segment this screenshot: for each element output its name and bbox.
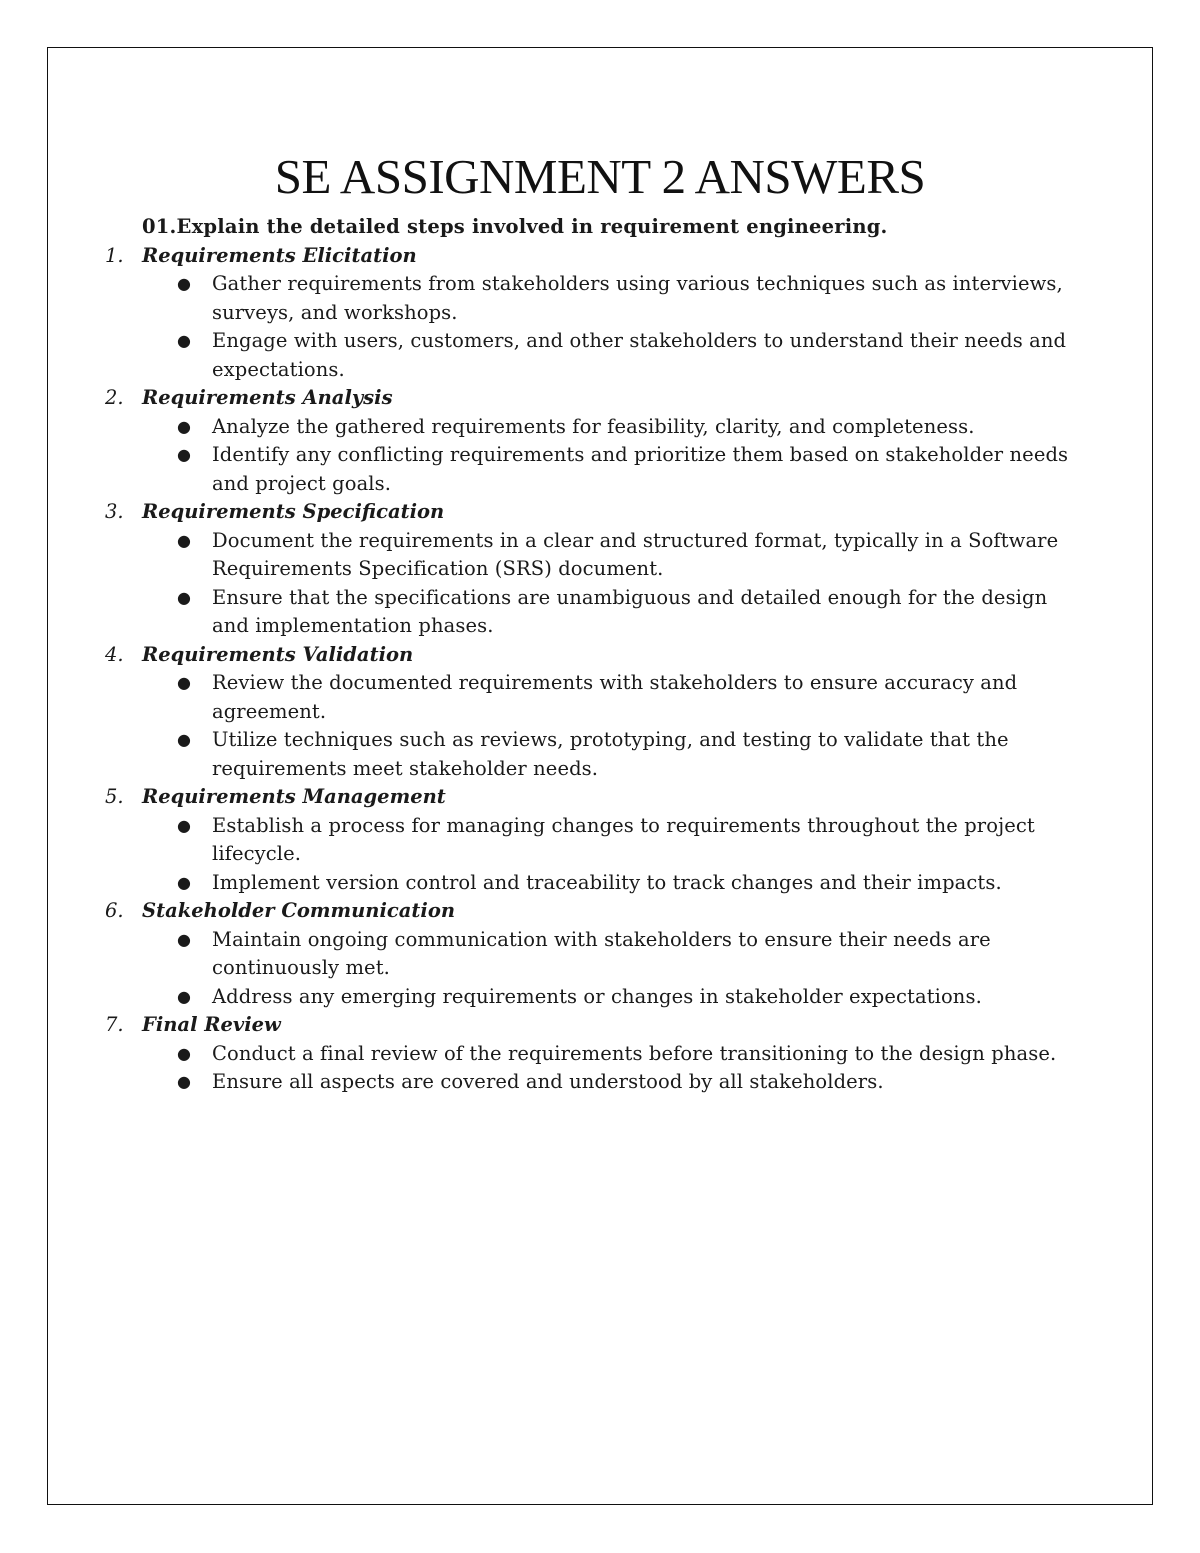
- bullet-list: [105, 270, 1085, 384]
- step-item: [105, 242, 1085, 385]
- step-number: 2.: [105, 386, 124, 409]
- bullet-icon: ●: [177, 587, 192, 607]
- step-item: [105, 384, 1085, 498]
- step-title: Final Review: [142, 1013, 281, 1036]
- step-item: [105, 783, 1085, 897]
- step-heading: [105, 384, 1085, 413]
- step-title: Requirements Analysis: [142, 386, 393, 409]
- step-heading: [105, 897, 1085, 926]
- bullet-item: ● Conduct a final review of the requirements before transitioning to the design phase.: [212, 1040, 1085, 1069]
- step-title: Requirements Specification: [142, 500, 445, 523]
- bullet-item: ● Analyze the gathered requirements for feasibility, clarity, and completeness.: [212, 413, 1085, 442]
- bullet-item: ● Ensure that the specifications are unambiguous and detailed enough for the design and implementation phases.: [177, 585, 1048, 637]
- step-item: [105, 897, 1085, 1011]
- step-heading: [105, 498, 1085, 527]
- step-number: 5.: [105, 785, 124, 808]
- step-number: 3.: [105, 500, 124, 523]
- step-title: Requirements Elicitation: [142, 243, 417, 267]
- step-title: Requirements Management: [142, 785, 446, 808]
- bullet-item: ● Review the documented requirements with stakeholders to ensure accuracy and agreement.: [177, 671, 1018, 723]
- step-number: 6.: [105, 899, 124, 922]
- bullet-icon: ●: [177, 815, 192, 835]
- bullet-icon: ●: [177, 445, 192, 464]
- step-item: [105, 1011, 1085, 1097]
- bullet-item: ● Implement version control and traceability to track changes and their impacts.: [212, 869, 1085, 898]
- bullet-item: ● Gather requirements from stakeholders using various techniques such as interviews, surveys, and workshops.: [177, 272, 1063, 324]
- step-heading: [105, 242, 1085, 271]
- step-number: 1.: [105, 243, 124, 267]
- bullet-item: ● Maintain ongoing communication with stakeholders to ensure their needs are continuously met.: [177, 927, 991, 979]
- bullet-item: ● Utilize techniques such as reviews, prototyping, and testing to validate that the requirements meet stakeholder needs.: [177, 728, 1009, 780]
- bullet-icon: ●: [177, 416, 192, 436]
- step-title: Stakeholder Communication: [142, 899, 455, 922]
- bullet-item: ● Identify any conflicting requirements and prioritize them based on stakeholder needs and project goals.: [177, 443, 1069, 495]
- step-item: [105, 498, 1085, 641]
- question-heading: 01.Explain the detailed steps involved in requirement engineering.: [142, 215, 888, 238]
- document-body: [105, 213, 1085, 1097]
- bullet-list: [105, 1040, 1085, 1097]
- bullet-icon: ●: [177, 530, 192, 550]
- bullet-list: [105, 926, 1085, 1012]
- step-item: [105, 641, 1085, 784]
- bullet-icon: ●: [177, 1072, 192, 1091]
- bullet-list: [105, 669, 1085, 783]
- bullet-icon: ●: [177, 1043, 192, 1063]
- step-title: Requirements Validation: [142, 642, 414, 666]
- bullet-icon: ●: [177, 274, 192, 293]
- bullet-list: [105, 527, 1085, 641]
- bullet-item: ● Address any emerging requirements or changes in stakeholder expectations.: [212, 983, 1085, 1012]
- bullet-list: [105, 812, 1085, 898]
- bullet-item: ● Document the requirements in a clear and structured format, typically in a Software Requirements Specification (SRS) document.: [177, 528, 1059, 580]
- bullet-icon: ●: [177, 730, 192, 749]
- bullet-icon: ●: [177, 986, 192, 1006]
- bullet-item: ● Engage with users, customers, and other stakeholders to understand their needs and expectations.: [177, 329, 1067, 381]
- bullet-icon: ●: [177, 872, 192, 892]
- bullet-icon: ●: [177, 331, 192, 350]
- step-number: 7.: [105, 1013, 124, 1036]
- steps-list: [105, 242, 1085, 1097]
- step-heading: [105, 1011, 1085, 1040]
- bullet-list: [105, 413, 1085, 499]
- bullet-icon: ●: [177, 929, 192, 949]
- step-heading: [105, 783, 1085, 812]
- step-number: 4.: [105, 642, 124, 666]
- bullet-item: ● Establish a process for managing changes to requirements throughout the project lifecycle.: [177, 813, 1035, 865]
- bullet-icon: ●: [177, 673, 192, 692]
- step-heading: [105, 641, 1085, 670]
- bullet-item: ● Ensure all aspects are covered and understood by all stakeholders.: [212, 1068, 1085, 1097]
- page-title: SE ASSIGNMENT 2 ANSWERS: [274, 149, 926, 204]
